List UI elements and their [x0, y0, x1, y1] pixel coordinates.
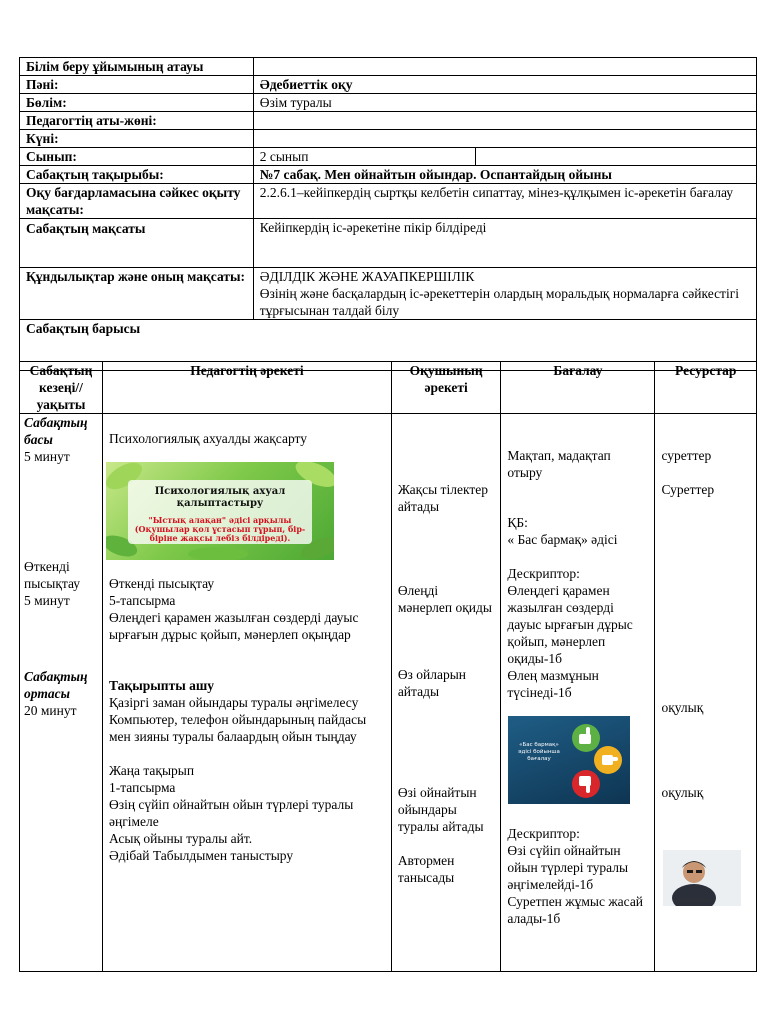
author-portrait-image — [663, 850, 741, 906]
section-value: Өзім туралы — [253, 94, 756, 112]
assessment-kb: ҚБ: « Бас бармақ» әдісі — [507, 515, 618, 547]
lesson-plan-table — [19, 361, 757, 972]
objective-value: 2.2.6.1–кейіпкердің сыртқы келбетін сипаттау, мінез-құлқымен іс-әрекетін бағалау — [253, 184, 756, 219]
student-cell — [391, 414, 501, 972]
stage-middle-title: Сабақтың ортасы — [24, 669, 88, 701]
resource-1: суреттер — [661, 448, 712, 463]
topic-value: №7 сабақ. Мен ойнайтын ойындар. Оспантайдың ойыны — [253, 166, 756, 184]
teacher-review-text: Өлеңдегі қарамен жазылған сөздерді дауыс ырғағын дұрыс қойып, мәнерлеп оқыңдар — [109, 610, 359, 642]
date-label: Күні: — [20, 130, 254, 148]
resource-3: оқулық — [661, 700, 704, 715]
assessment-descriptor-1: Дескриптор: Өлеңдегі қарамен жазылған сөздерді дауыс ырғағын дұрыс қойып, мәнерлеп оқиды-1б Өлең мазмұнын түсінеді-1б — [507, 566, 633, 700]
thumb-icons — [508, 716, 630, 804]
portrait-caption: Әдібай Табылды — [673, 899, 713, 904]
topic-label: Сабақтың тақырыбы: — [20, 166, 254, 184]
org-value — [253, 58, 756, 76]
org-label: Білім беру ұйымының атауы — [20, 58, 254, 76]
stage-review-title: Өткенді пысықтау — [24, 559, 81, 591]
assessment-praise: Мақтап, мадақтап отыру — [507, 448, 611, 480]
thumb-image-caption: «Бас бармақ» әдісі бойынша бағалау — [518, 742, 560, 762]
portrait-figure — [663, 850, 741, 906]
psych-image-title: Психологиялық ахуал қалыптастыру — [154, 486, 286, 509]
col-teacher: Педагогтің әрекеті — [103, 362, 392, 414]
goal-label: Сабақтың мақсаты — [20, 219, 254, 268]
resource-2: Суреттер — [661, 482, 715, 497]
subject-value: Әдебиеттік оқу — [253, 76, 756, 94]
student-a4: Өзі ойнайтын ойындары туралы айтады — [397, 785, 484, 834]
teacher-review-title: Өткенді пысықтау — [109, 576, 215, 591]
lesson-header-table — [19, 57, 757, 371]
student-a3: Өз ойларын айтады — [397, 667, 467, 699]
stage-start-title: Сабақтың басы — [24, 415, 88, 447]
assessment-cell — [501, 414, 655, 972]
stage-start-time: 5 минут — [24, 449, 70, 464]
psych-image-subtitle: "Ыстық алақан" әдісі арқылы (Оқушылар қол ұстасып тұрып, бір-біріне жақсы лебіз білдіреді). — [134, 515, 306, 543]
teacher-new-task: 1-тапсырма — [109, 780, 176, 795]
teacher-label: Педагогтің аты-жөні: — [20, 112, 254, 130]
class-extra — [476, 148, 757, 166]
teacher-new-text: Өзің сүйіп ойнайтын ойын түрлері туралы әңгімеле Асық ойыны туралы айт. Әдібай Табылдымен таныстыру — [109, 797, 354, 863]
stage-cell — [20, 414, 103, 972]
thumb-method-image — [508, 716, 630, 804]
section-label: Бөлім: — [20, 94, 254, 112]
objective-label: Оқу бағдарламасына сәйкес оқыту мақсаты: — [20, 184, 254, 219]
teacher-new-title: Жаңа тақырып — [109, 763, 195, 778]
student-a5: Автормен танысады — [397, 853, 455, 885]
teacher-review-task: 5-тапсырма — [109, 593, 176, 608]
assessment-descriptor-2: Дескриптор: Өзі сүйіп ойнайтын ойын түрлері туралы әңгімелейді-1б Суретпен жұмыс жасай алады-1б — [507, 826, 644, 926]
thumb-side-icon — [594, 746, 622, 774]
student-a1: Жақсы тілектер айтады — [397, 482, 488, 514]
teacher-value — [253, 112, 756, 130]
teacher-topic-title: Тақырыпты ашу — [109, 678, 215, 693]
col-assessment: Бағалау — [501, 362, 655, 414]
class-value: 2 сынып — [253, 148, 476, 166]
col-resources: Ресурстар — [655, 362, 757, 414]
thumb-down-icon — [572, 770, 600, 798]
teacher-psych: Психологиялық ахуалды жақсарту — [109, 431, 308, 446]
subject-label: Пәні: — [20, 76, 254, 94]
psych-climate-image — [106, 462, 334, 560]
teacher-topic-text: Қазіргі заман ойындары туралы әңгімелесу Компьютер, телефон ойындарының пайдасы мен зияны туралы балаардың ойын тыңдау — [109, 695, 367, 744]
thumb-up-icon — [572, 724, 600, 752]
values-value: ӘДІЛДІК ЖӘНЕ ЖАУАПКЕРШІЛІК Өзінің және басқалардың іс-әрекеттерін олардың моральдық нормаларға сәйкестігі тұрғысынан талдай білу — [253, 268, 756, 320]
stage-review-time: 5 минут — [24, 593, 70, 608]
col-student: Оқушының әрекеті — [391, 362, 501, 414]
class-label: Сынып: — [20, 148, 254, 166]
date-value — [253, 130, 756, 148]
values-label: Құндылықтар және оның мақсаты: — [20, 268, 254, 320]
stage-middle-time: 20 минут — [24, 703, 77, 718]
col-stage: Сабақтың кезеңі// уақыты — [20, 362, 103, 414]
goal-value: Кейіпкердің іс-әрекетіне пікір білдіреді — [253, 219, 756, 268]
student-a2: Өлеңді мәнерлеп оқиды — [397, 583, 492, 615]
progress-label: Сабақтың барысы — [20, 320, 757, 371]
resource-4: оқулық — [661, 785, 704, 800]
